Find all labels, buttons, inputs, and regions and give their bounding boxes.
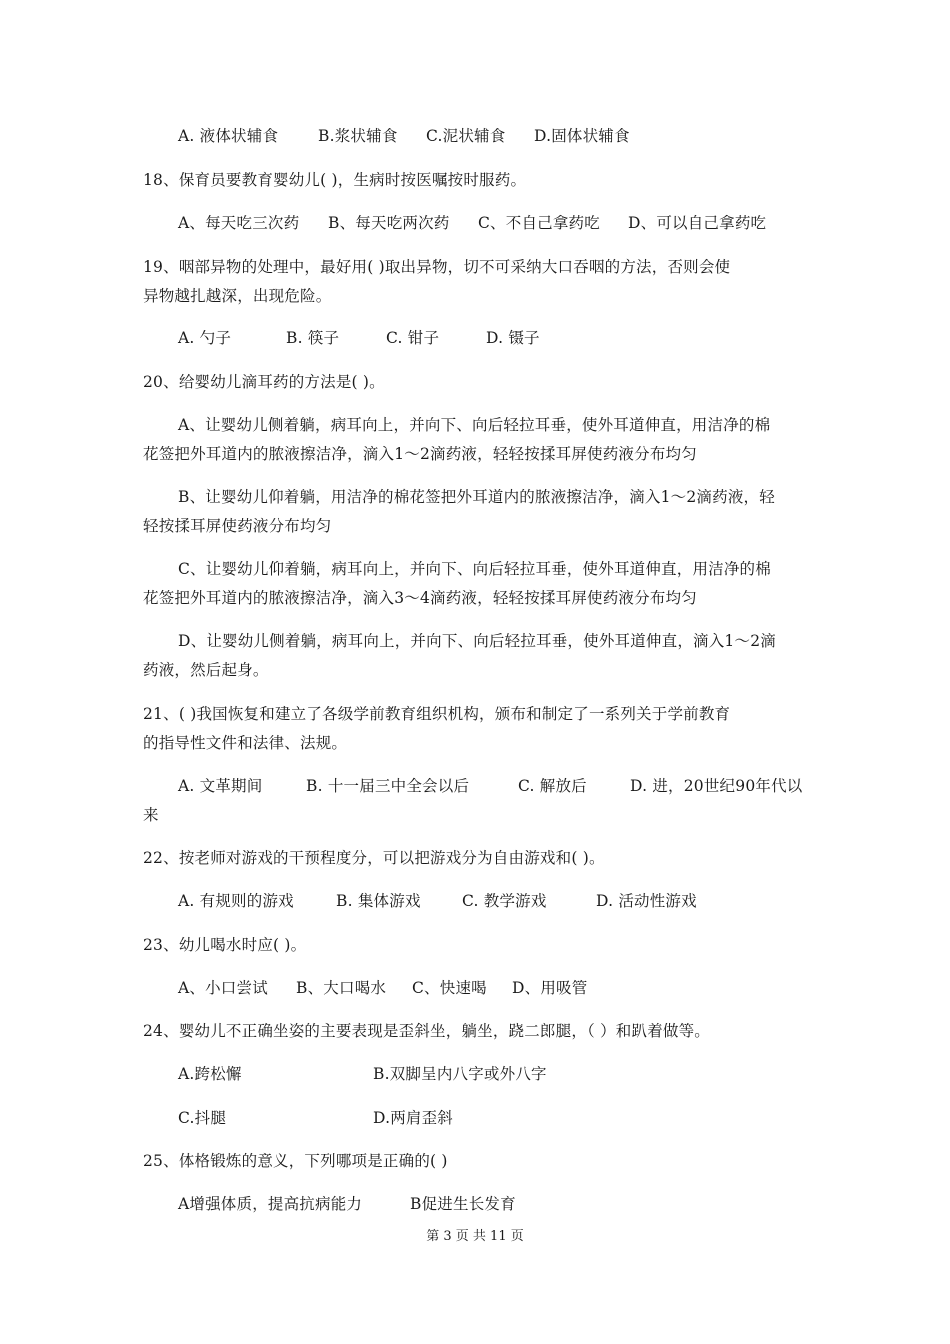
q21-options-line2: 来 bbox=[143, 806, 159, 824]
q21-option-d: D. 进，20世纪90年代以 bbox=[630, 777, 803, 795]
q21-option-a: A. 文革期间 bbox=[178, 777, 263, 795]
q21-stem-line2: 的指导性文件和法律、法规。 bbox=[143, 734, 348, 752]
q22-option-a: A. 有规则的游戏 bbox=[178, 892, 294, 910]
q22-option-b: B. 集体游戏 bbox=[336, 892, 421, 910]
q20-option-b-line1: B、让婴幼儿仰着躺，用洁净的棉花签把外耳道内的脓液擦洁净，滴入1～2滴药液，轻 bbox=[178, 488, 775, 506]
q18-option-a: A、每天吃三次药 bbox=[178, 214, 300, 232]
q20-option-b-line2: 轻按揉耳屏使药液分布均匀 bbox=[143, 517, 332, 535]
q19-stem-line1: 19、咽部异物的处理中，最好用( )取出异物，切不可采纳大口吞咽的方法，否则会使 bbox=[143, 258, 731, 276]
q23-option-b: B、大口喝水 bbox=[296, 979, 387, 997]
q18-stem: 18、保育员要教育婴幼儿( )，生病时按医嘱按时服药。 bbox=[143, 171, 527, 189]
q17-option-a: A. 液体状辅食 bbox=[178, 127, 279, 145]
q20-option-a-line2: 花签把外耳道内的脓液擦洁净，滴入1～2滴药液，轻轻按揉耳屏使药液分布均匀 bbox=[143, 445, 697, 463]
q19-option-b: B. 筷子 bbox=[286, 329, 340, 347]
q20-option-c-line1: C、让婴幼儿仰着躺，病耳向上，并向下、向后轻拉耳垂，使外耳道伸直，用洁净的棉 bbox=[178, 560, 771, 578]
q21-option-b: B. 十一届三中全会以后 bbox=[306, 777, 470, 795]
page-number-footer: 第 3 页 共 11 页 bbox=[426, 1229, 524, 1244]
q24-option-c: C.抖腿 bbox=[178, 1109, 227, 1127]
q17-options bbox=[178, 126, 630, 146]
q23-option-d: D、用吸管 bbox=[512, 979, 588, 997]
q22-options bbox=[178, 891, 697, 911]
q23-stem: 23、幼儿喝水时应( )。 bbox=[143, 936, 307, 954]
q21-options bbox=[178, 776, 802, 796]
q24-option-b: B.双脚呈内八字或外八字 bbox=[373, 1065, 547, 1083]
q23-option-a: A、小口尝试 bbox=[178, 979, 268, 997]
q19-stem-line2: 异物越扎越深，出现危险。 bbox=[143, 287, 332, 305]
q23-option-c: C、快速喝 bbox=[412, 979, 487, 997]
q21-stem-line1: 21、( )我国恢复和建立了各级学前教育组织机构，颁布和制定了一系列关于学前教育 bbox=[143, 705, 731, 723]
q20-option-c-line2: 花签把外耳道内的脓液擦洁净，滴入3～4滴药液，轻轻按揉耳屏使药液分布均匀 bbox=[143, 589, 697, 607]
q25-option-b: B促进生长发育 bbox=[410, 1195, 516, 1213]
q19-option-a: A. 勺子 bbox=[178, 329, 232, 347]
q18-option-d: D、可以自己拿药吃 bbox=[628, 214, 767, 232]
q24-option-a: A.跨松懈 bbox=[178, 1065, 242, 1083]
q20-option-d-line1: D、让婴幼儿侧着躺，病耳向上，并向下、向后轻拉耳垂，使外耳道伸直，滴入1～2滴 bbox=[178, 632, 776, 650]
q19-option-c: C. 钳子 bbox=[386, 329, 440, 347]
q19-option-d: D. 镊子 bbox=[486, 329, 540, 347]
q25-option-a: A增强体质，提高抗病能力 bbox=[178, 1195, 363, 1213]
q19-options bbox=[178, 328, 540, 348]
q23-options bbox=[178, 978, 587, 998]
q17-option-b: B.浆状辅食 bbox=[318, 127, 398, 145]
q17-option-c: C.泥状辅食 bbox=[426, 127, 506, 145]
q24-option-d: D.两肩歪斜 bbox=[373, 1109, 454, 1127]
q25-stem: 25、体格锻炼的意义，下列哪项是正确的( ) bbox=[143, 1152, 448, 1170]
q20-stem: 20、给婴幼儿滴耳药的方法是( )。 bbox=[143, 373, 385, 391]
q17-option-d: D.固体状辅食 bbox=[534, 127, 630, 145]
q22-option-d: D. 活动性游戏 bbox=[596, 892, 697, 910]
q18-options bbox=[178, 213, 766, 233]
q24-stem: 24、婴幼儿不正确坐姿的主要表现是歪斜坐，躺坐，跷二郎腿，（ ）和趴着做等。 bbox=[143, 1022, 711, 1040]
q18-option-b: B、每天吃两次药 bbox=[328, 214, 450, 232]
q22-stem: 22、按老师对游戏的干预程度分，可以把游戏分为自由游戏和( )。 bbox=[143, 849, 605, 867]
q20-option-d-line2: 药液，然后起身。 bbox=[143, 661, 269, 679]
q20-option-a-line1: A、让婴幼儿侧着躺，病耳向上，并向下、向后轻拉耳垂，使外耳道伸直，用洁净的棉 bbox=[178, 416, 771, 434]
q22-option-c: C. 教学游戏 bbox=[462, 892, 547, 910]
q18-option-c: C、不自己拿药吃 bbox=[478, 214, 600, 232]
q21-option-c: C. 解放后 bbox=[518, 777, 587, 795]
